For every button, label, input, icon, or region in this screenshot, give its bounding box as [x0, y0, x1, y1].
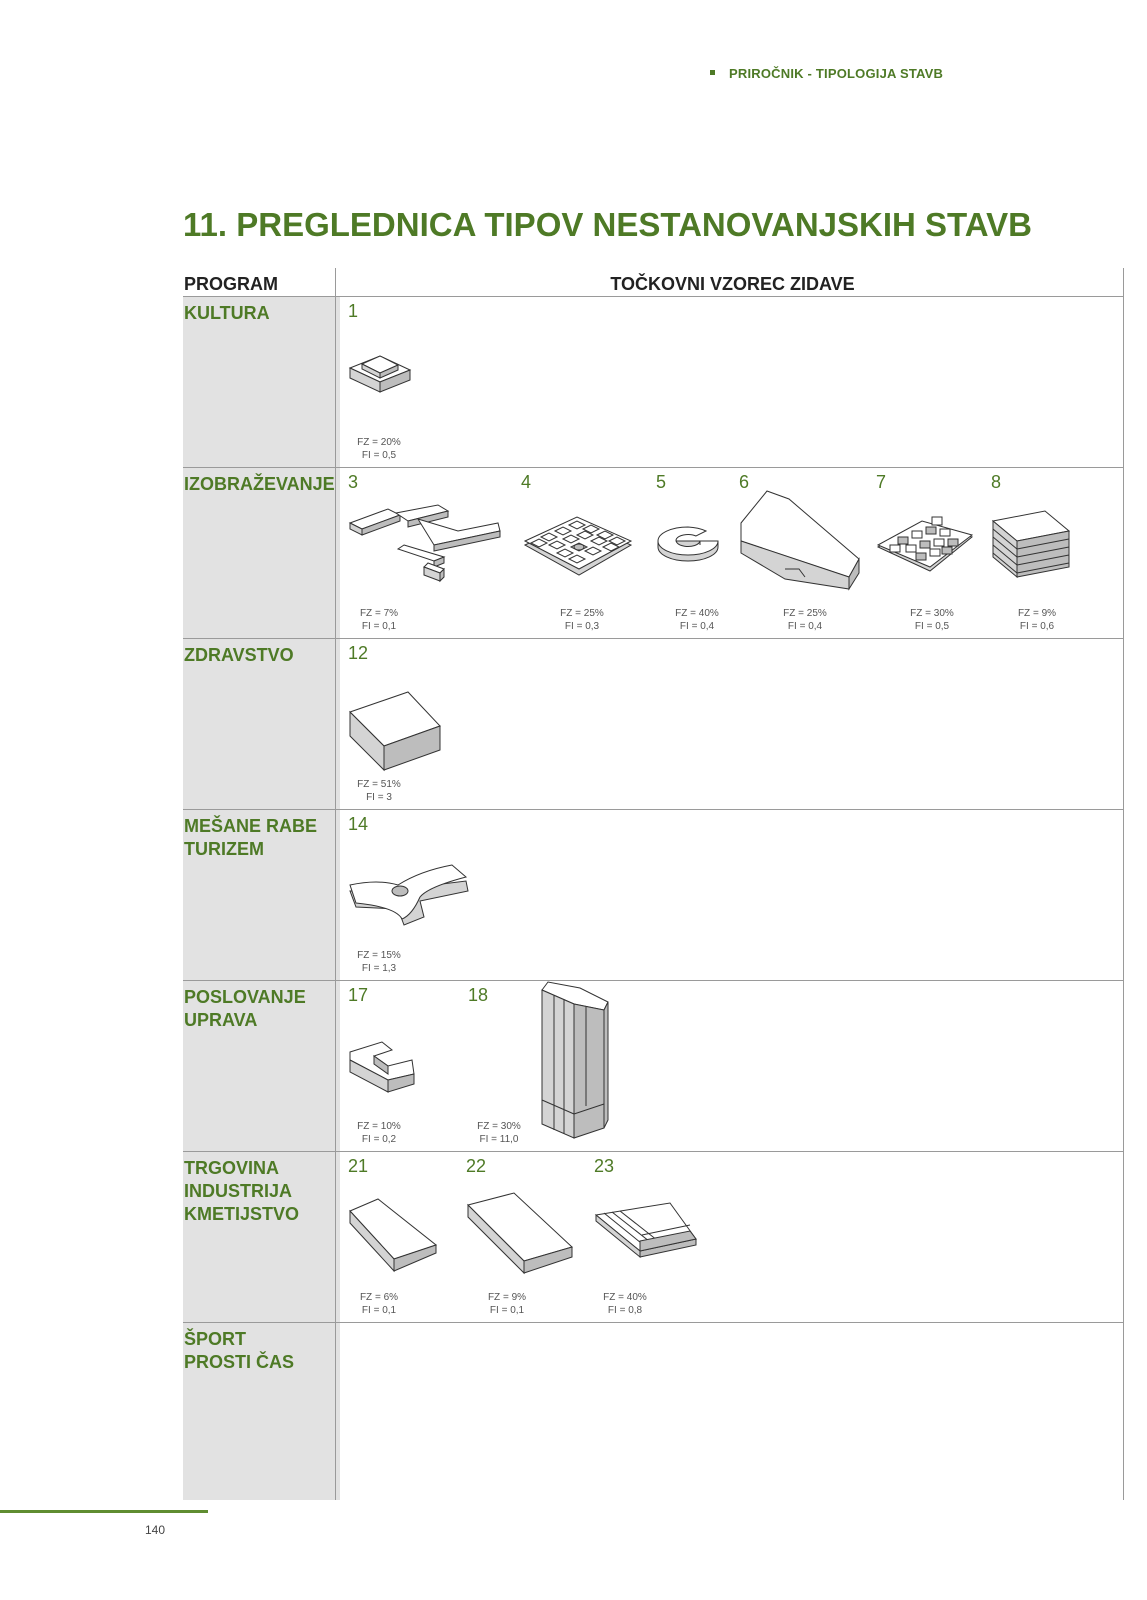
column-header-program: PROGRAM	[184, 274, 278, 294]
table-row-trgovina	[183, 1151, 1124, 1322]
tri-wing-icon	[348, 861, 473, 931]
type-number: 18	[468, 985, 489, 1005]
row-label: TRGOVINA INDUSTRIJA KMETIJSTVO	[184, 1158, 300, 1224]
metrics: FZ = 20% FI = 0,5	[357, 437, 401, 461]
metrics: FZ = 10% FI = 0,2	[357, 1121, 401, 1145]
type-number: 6	[739, 472, 750, 492]
building-type-12	[348, 638, 448, 809]
table-row-mesane-rabe	[183, 809, 1124, 980]
type-number: 1	[348, 301, 359, 321]
type-number: 3	[348, 472, 359, 492]
stepped-block-icon	[348, 354, 418, 402]
metrics: FZ = 6% FI = 0,1	[359, 1292, 399, 1316]
type-number: 7	[876, 472, 887, 492]
hexagon-cluster-icon	[521, 515, 636, 585]
notched-block-icon	[348, 1038, 418, 1094]
table-row-izobrazevanje	[183, 467, 1124, 638]
building-type-14	[348, 809, 478, 980]
building-type-17	[348, 980, 438, 1151]
table-row-kultura	[183, 296, 1124, 467]
metrics: FZ = 9% FI = 0,1	[487, 1292, 527, 1316]
table-row-sport	[183, 1322, 1124, 1493]
metrics: FZ = 40% FI = 0,8	[603, 1292, 647, 1316]
building-type-18	[468, 980, 628, 1151]
type-number: 14	[348, 814, 369, 834]
tower-icon	[538, 980, 613, 1145]
building-type-22	[466, 1151, 586, 1322]
row-label: MEŠANE RABE TURIZEM	[184, 816, 318, 859]
building-type-5	[656, 467, 736, 638]
row-label: IZOBRAŽEVANJE	[184, 474, 335, 494]
page-title: 11. PREGLEDNICA TIPOV NESTANOVANJSKIH STAVB	[183, 206, 1032, 243]
row-label: ZDRAVSTVO	[184, 645, 294, 665]
type-number: 17	[348, 985, 369, 1005]
building-type-1	[348, 296, 428, 467]
footer-accent-bar	[0, 1510, 208, 1513]
metrics: FZ = 40% FI = 0,4	[675, 608, 719, 632]
table-row-poslovanje	[183, 980, 1124, 1151]
type-number: 5	[656, 472, 667, 492]
type-number: 22	[466, 1156, 487, 1176]
metrics: FZ = 9% FI = 0,6	[1017, 608, 1057, 632]
metrics: FZ = 15% FI = 1,3	[357, 950, 401, 974]
metrics: FZ = 30% FI = 11,0	[477, 1121, 521, 1145]
row-label: ŠPORT PROSTI ČAS	[184, 1329, 295, 1372]
page-number: 140	[145, 1523, 166, 1537]
metrics: FZ = 25% FI = 0,3	[560, 608, 604, 632]
type-number: 12	[348, 643, 369, 663]
row-label: KULTURA	[184, 303, 270, 323]
building-type-8	[991, 467, 1091, 638]
type-number: 8	[991, 472, 1002, 492]
layered-slab-icon	[991, 509, 1073, 584]
branching-wings-icon	[348, 503, 503, 593]
flat-hall-icon	[466, 1191, 576, 1277]
column-header-pattern: TOČKOVNI VZOREC ZIDAVE	[610, 274, 855, 294]
type-number: 23	[594, 1156, 615, 1176]
type-number: 21	[348, 1156, 369, 1176]
sawtooth-hall-icon	[594, 1201, 699, 1263]
building-type-21	[348, 1151, 448, 1322]
type-number: 4	[521, 472, 532, 492]
metrics: FZ = 30% FI = 0,5	[910, 608, 954, 632]
building-type-3	[348, 467, 508, 638]
building-type-23	[594, 1151, 714, 1322]
building-type-6	[739, 467, 869, 638]
metrics: FZ = 51% FI = 3	[357, 779, 401, 803]
metrics: FZ = 25% FI = 0,4	[783, 608, 827, 632]
building-type-7	[876, 467, 981, 638]
typology-table	[183, 268, 1124, 1500]
section-label: PRIROČNIK - TIPOLOGIJA STAVB	[729, 66, 944, 81]
cube-block-icon	[348, 690, 443, 772]
section-header	[710, 66, 943, 81]
trapezoid-block-icon	[739, 489, 864, 591]
metrics: FZ = 7% FI = 0,1	[359, 608, 399, 632]
pavilion-cluster-icon	[876, 515, 976, 577]
building-type-4	[521, 467, 641, 638]
c-shape-disc-icon	[656, 523, 721, 567]
bullet-icon	[710, 70, 715, 75]
row-label: POSLOVANJE UPRAVA	[184, 987, 306, 1030]
sloped-hall-icon	[348, 1197, 440, 1273]
table-row-zdravstvo	[183, 638, 1124, 809]
